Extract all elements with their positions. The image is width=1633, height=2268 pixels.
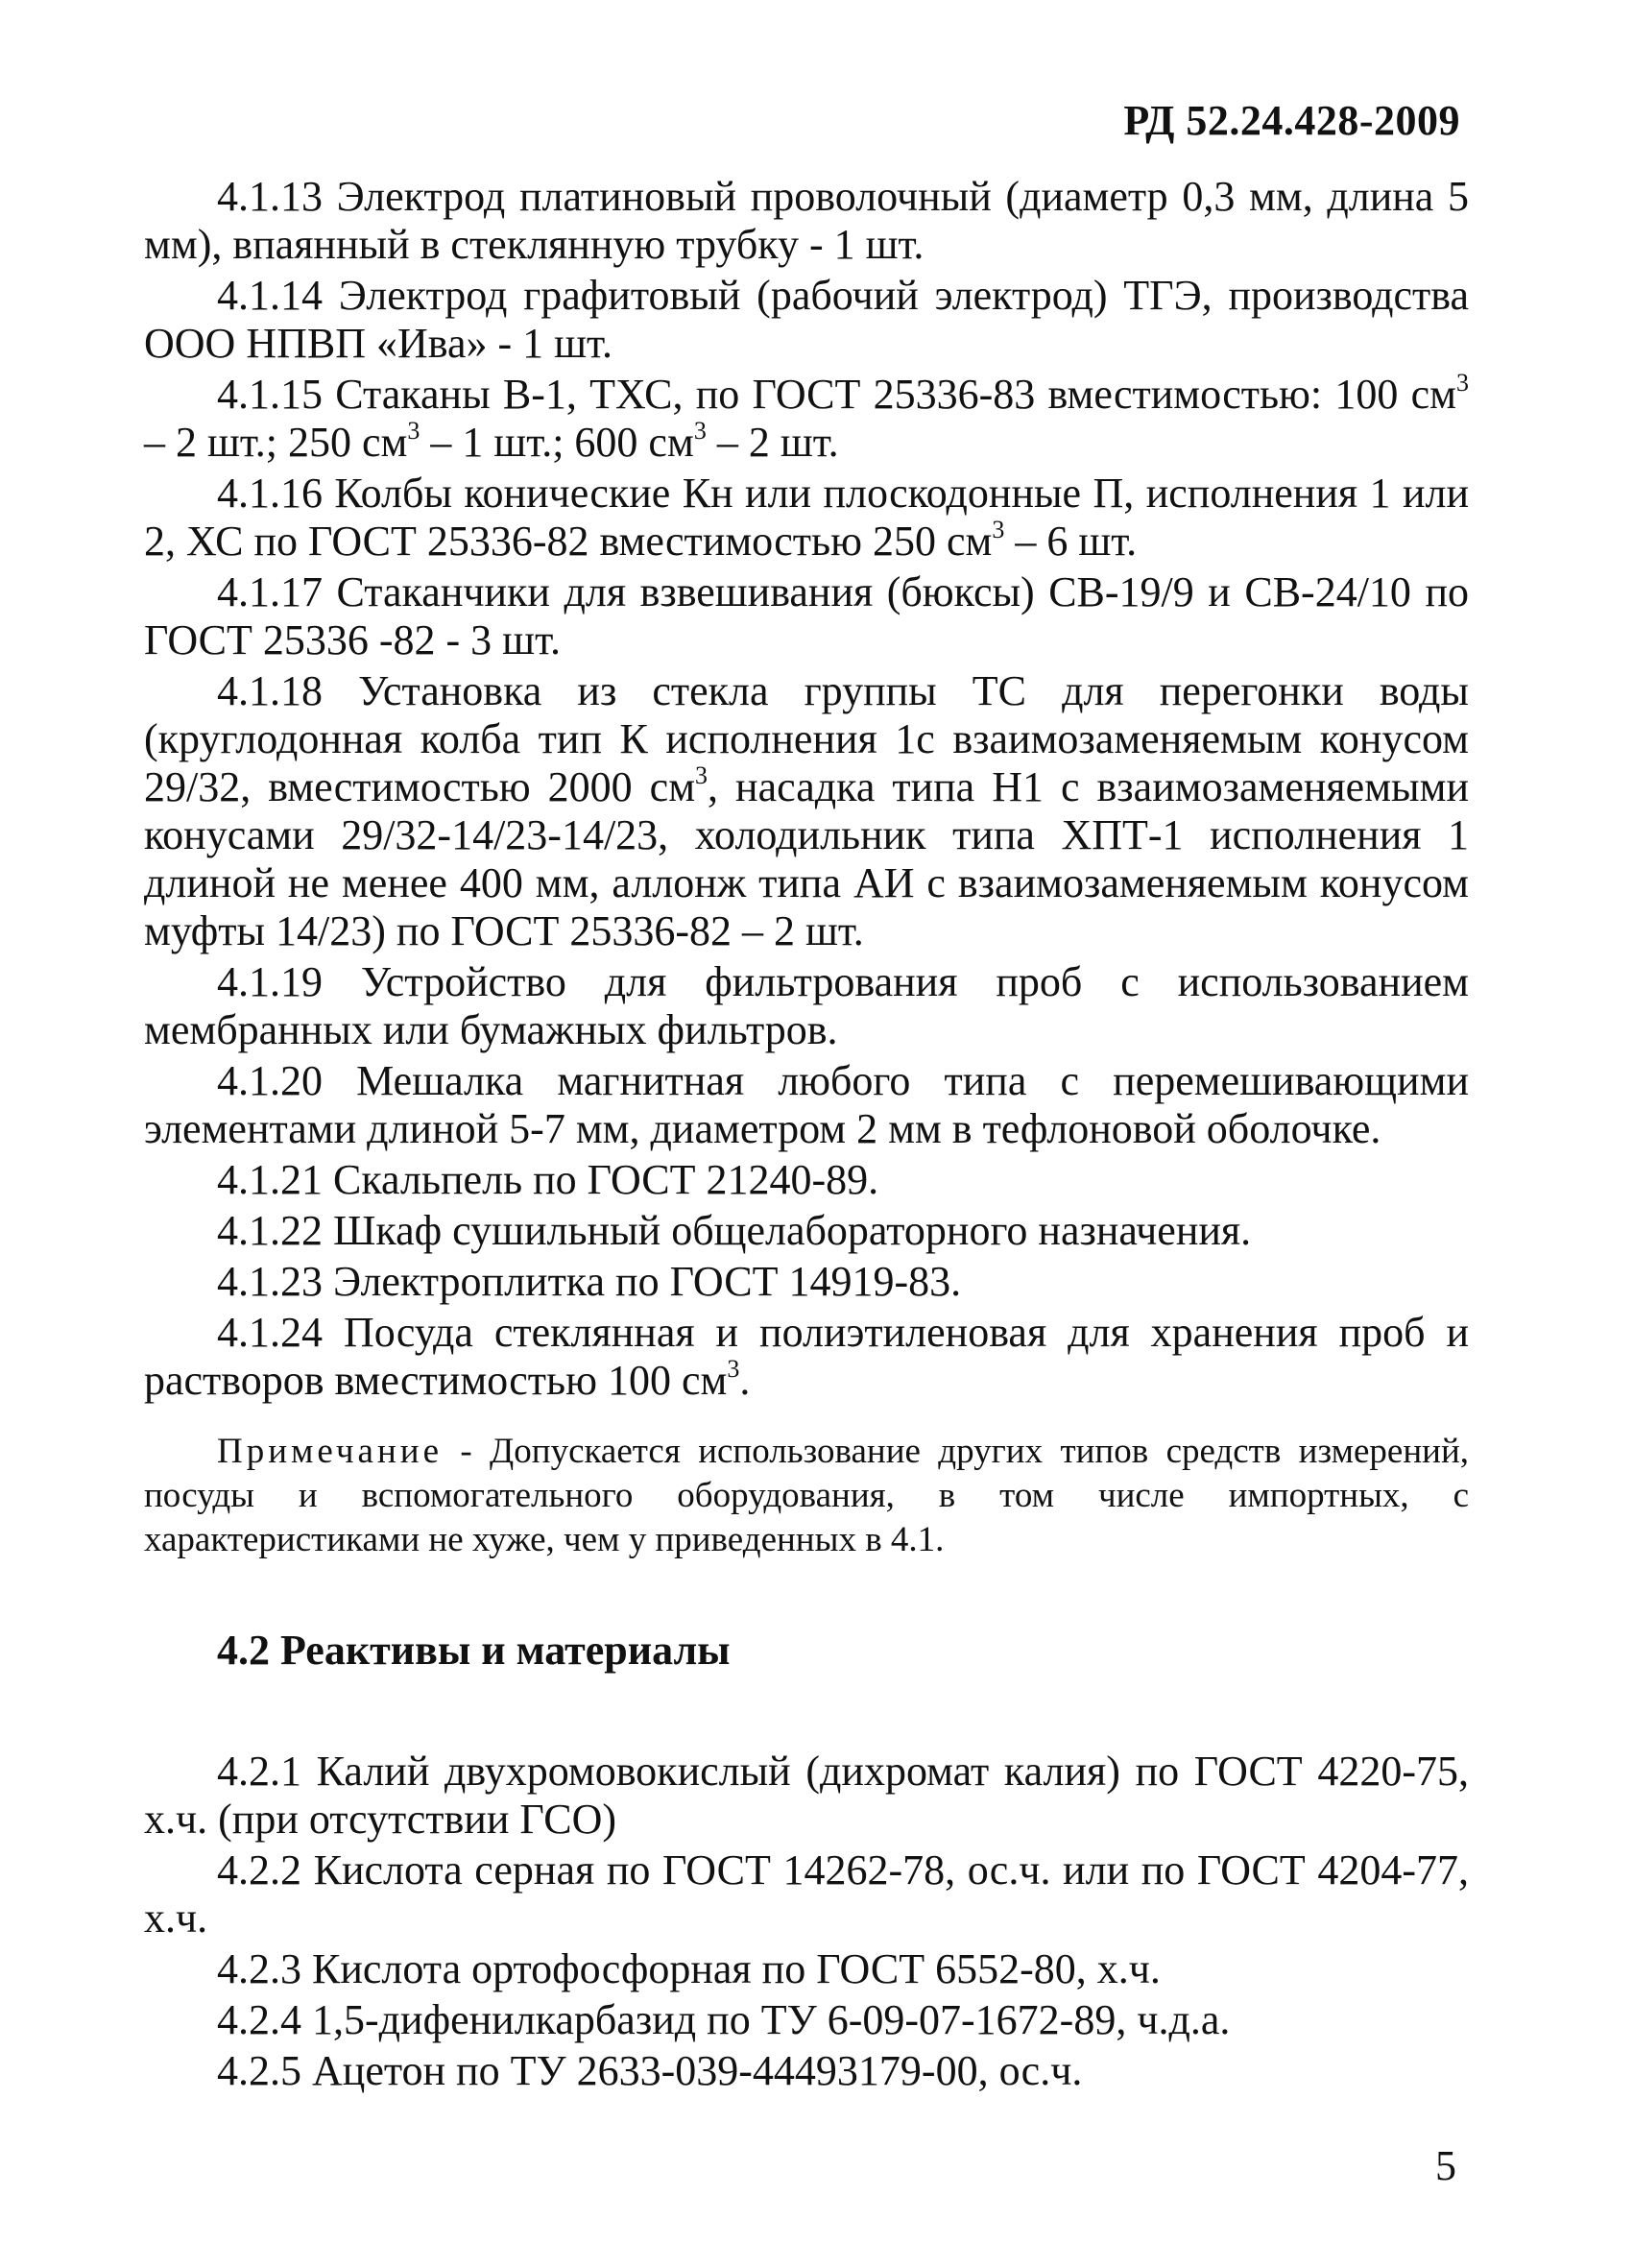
superscript: 3 xyxy=(407,417,420,445)
item-4-2-4: 4.2.4 1,5-дифенилкарбазид по ТУ 6-09-07-1672-89, ч.д.а. xyxy=(217,1996,1231,2043)
item-text: – 2 шт. xyxy=(706,419,839,466)
item-4-1-21: 4.1.21 Скальпель по ГОСТ 21240-89. xyxy=(217,1156,879,1203)
superscript: 3 xyxy=(695,761,708,789)
section-title: 4.2 Реактивы и материалы xyxy=(217,1627,731,1674)
item-4-1-15 xyxy=(144,371,1469,467)
item-4-1-16 xyxy=(144,470,1469,566)
item-4-2-3: 4.2.3 Кислота ортофосфорная по ГОСТ 6552-80, х.ч. xyxy=(217,1945,1161,1992)
superscript: 3 xyxy=(992,516,1005,543)
item-4-1-22: 4.1.22 Шкаф сушильный общелабораторного назначения. xyxy=(217,1207,1252,1254)
superscript: 3 xyxy=(727,1355,740,1383)
item-text: 4.1.18 Установка из стекла группы ТС для перегонки воды (круглодонная колба тип К исполнения 1с взаимозаменяемым конусом 29/32, вместимостью 2000 см xyxy=(144,667,1469,810)
document-code: РД 52.24.428-2009 xyxy=(1123,97,1460,144)
item-4-1-17: 4.1.17 Стаканчики для взвешивания (бюксы) СВ-19/9 и СВ-24/10 по ГОСТ 25336 -82 - 3 шт. xyxy=(144,568,1469,664)
item-4-1-23: 4.1.23 Электроплитка по ГОСТ 14919-83. xyxy=(217,1258,962,1305)
note-label: Примечание xyxy=(217,1432,443,1471)
item-4-1-13: 4.1.13 Электрод платиновый проволочный (диаметр 0,3 мм, длина 5 мм), впаянный в стеклянную трубку - 1 шт. xyxy=(144,173,1469,268)
item-text: 4.1.24 Посуда стеклянная и полиэтиленовая для хранения проб и растворов вместимостью 100 см xyxy=(144,1309,1469,1404)
item-4-2-2: 4.2.2 Кислота серная по ГОСТ 14262-78, ос.ч. или по ГОСТ 4204-77, х.ч. xyxy=(144,1846,1469,1942)
superscript: 3 xyxy=(693,417,707,445)
item-text: . xyxy=(739,1357,751,1404)
item-text: – 6 шт. xyxy=(1004,518,1138,565)
item-text: 4.1.15 Стаканы В-1, ТХС, по ГОСТ 25336-83 вместимостью: 100 см xyxy=(217,371,1456,418)
note-text: - Допускается использование других типов средств измерений, посуды и вспомогательного оборудования, в том числе импортных, с характеристиками не хуже, чем у приведенных в 4.1. xyxy=(144,1432,1469,1559)
superscript: 3 xyxy=(1456,369,1469,397)
item-4-2-5: 4.2.5 Ацетон по ТУ 2633-039-44493179-00, ос.ч. xyxy=(217,2047,1083,2094)
item-text: – 1 шт.; 600 см xyxy=(420,419,694,466)
page-content xyxy=(144,173,1469,2098)
item-4-1-19: 4.1.19 Устройство для фильтрования проб с использованием мембранных или бумажных фильтров. xyxy=(144,958,1469,1053)
note xyxy=(144,1430,1469,1562)
item-text: – 2 шт.; 250 см xyxy=(144,419,408,466)
item-4-1-18 xyxy=(144,667,1469,955)
page-number: 5 xyxy=(1435,2142,1456,2189)
item-4-1-14: 4.1.14 Электрод графитовый (рабочий электрод) ТГЭ, производства ООО НПВП «Ива» - 1 шт. xyxy=(144,272,1469,367)
item-4-1-20: 4.1.20 Мешалка магнитная любого типа с перемешивающими элементами длиной 5-7 мм, диаметром 2 мм в тефлоновой оболочке. xyxy=(144,1057,1469,1152)
item-text: , насадка типа Н1 с взаимозаменяемыми конусами 29/32-14/23-14/23, холодильник типа ХПТ-1 исполнения 1 длиной не менее 400 мм, аллонж типа АИ с взаимозаменяемым конусом муфты 14/23) по ГОСТ 25336-82 – 2 шт. xyxy=(144,763,1469,954)
item-text: 4.1.16 Колбы конические Кн или плоскодонные П, исполнения 1 или 2, ХС по ГОСТ 25336-82 вместимостью 250 см xyxy=(144,470,1469,565)
item-4-1-24 xyxy=(144,1309,1469,1405)
item-4-2-1: 4.2.1 Калий двухромовокислый (дихромат калия) по ГОСТ 4220-75, х.ч. (при отсутствии ГСО) xyxy=(144,1748,1469,1843)
